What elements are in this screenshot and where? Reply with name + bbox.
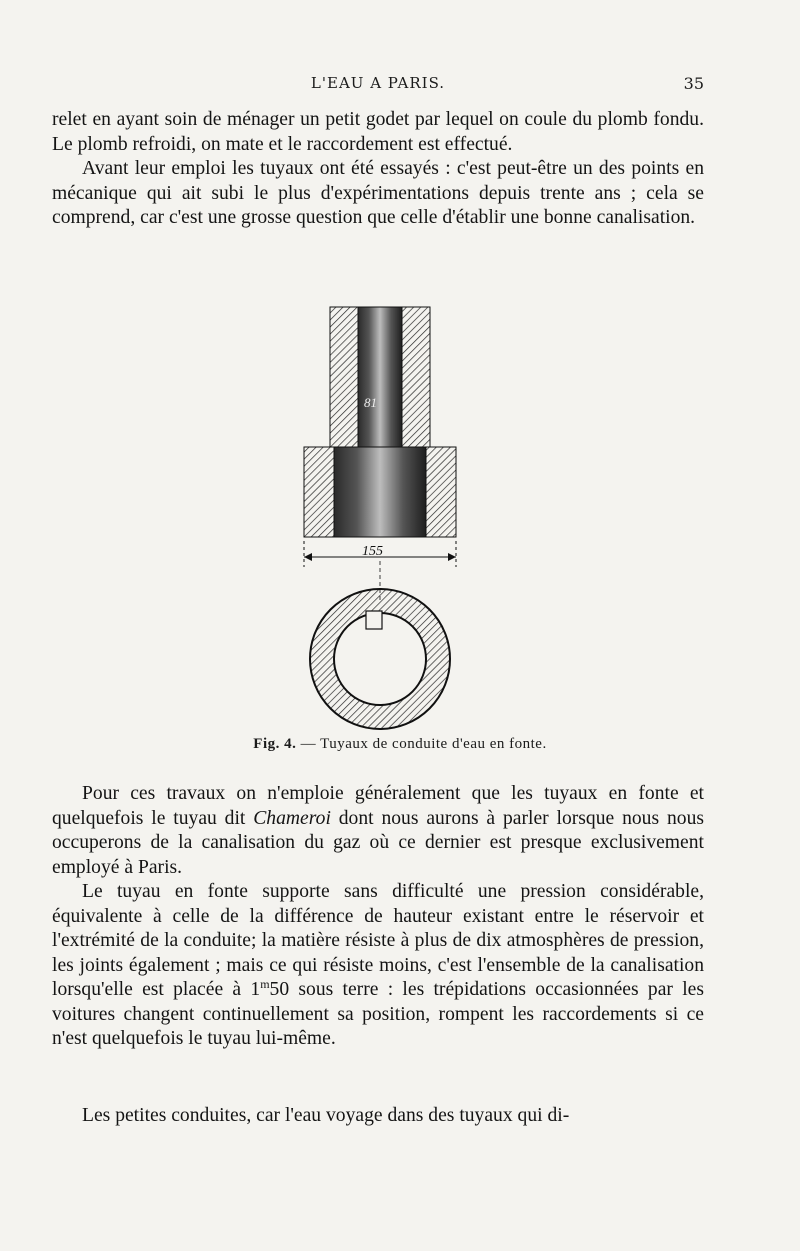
figure-label: Fig. 4.: [253, 736, 297, 752]
paragraph: [52, 880, 704, 1052]
superscript: m: [260, 977, 270, 991]
page-header: [52, 74, 704, 100]
paragraph-text: Le tuyau en fonte supporte sans difficulté une pression considérable, équivalente à celle de la différence de hauteur existant entre le réservoir et l'extrémité de la conduite; la matière résiste à plus de dix atmosphères de pression, les joints également ; mais ce qui résiste moins, c'est l'ensemble de la canalisation lorsqu'elle est placée à 1: [52, 881, 704, 1000]
caption-text: — Tuyaux de conduite d'eau en fonte.: [300, 736, 547, 752]
pipe-illustration: [290, 303, 510, 733]
pipe-marking: 81: [364, 395, 377, 410]
paragraph-text: dont nous aurons à parler lorsque nous nous occuperons de la canalisation du gaz où ce dernier est presque exclusivement employé à Paris.: [52, 807, 704, 878]
text-block-last: [52, 1104, 704, 1129]
paragraph-text: 50 sous terre : les trépidations occasionnées par les voitures changent continuellement sa position, rompent les raccordements si ce n'est quelquefois le tuyau lui-même.: [52, 979, 704, 1049]
pipe-body: [358, 307, 402, 447]
pipe-wall-right: [402, 307, 430, 447]
socket-body: [334, 447, 426, 537]
pipe-wall-left: [330, 307, 358, 447]
text-block-top: [52, 108, 704, 231]
italic-term: Chameroi: [253, 807, 331, 829]
pipe-figure: [290, 303, 510, 733]
paragraph: relet en ayant soin de ménager un petit godet par lequel on coule du plomb fondu. Le plomb refroidi, on mate et le raccordement est effectué.: [52, 109, 704, 155]
socket-wall-right: [426, 447, 456, 537]
running-title: L'EAU A PARIS.: [310, 74, 446, 92]
ring-notch: [366, 611, 382, 629]
socket-wall-left: [304, 447, 334, 537]
paragraph-text: Pour ces travaux on n'emploie généralement que les tuyaux en fonte et quelquefois le tuyau dit: [52, 783, 704, 829]
page-number: 35: [683, 74, 704, 93]
paragraph: Avant leur emploi les tuyaux ont été essayés : c'est peut-être un des points en mécanique qui ait subi le plus d'expérimentations depuis trente ans ; cela se comprend, car c'est une grosse question que celle d'établir une bonne canalisation.: [52, 158, 704, 228]
paragraph: Les petites conduites, car l'eau voyage dans des tuyaux qui di-: [82, 1105, 570, 1126]
text-block-bottom: [52, 782, 704, 1052]
dimension-label: 155: [362, 544, 383, 559]
figure-caption: [0, 736, 800, 753]
paragraph: [52, 782, 704, 880]
